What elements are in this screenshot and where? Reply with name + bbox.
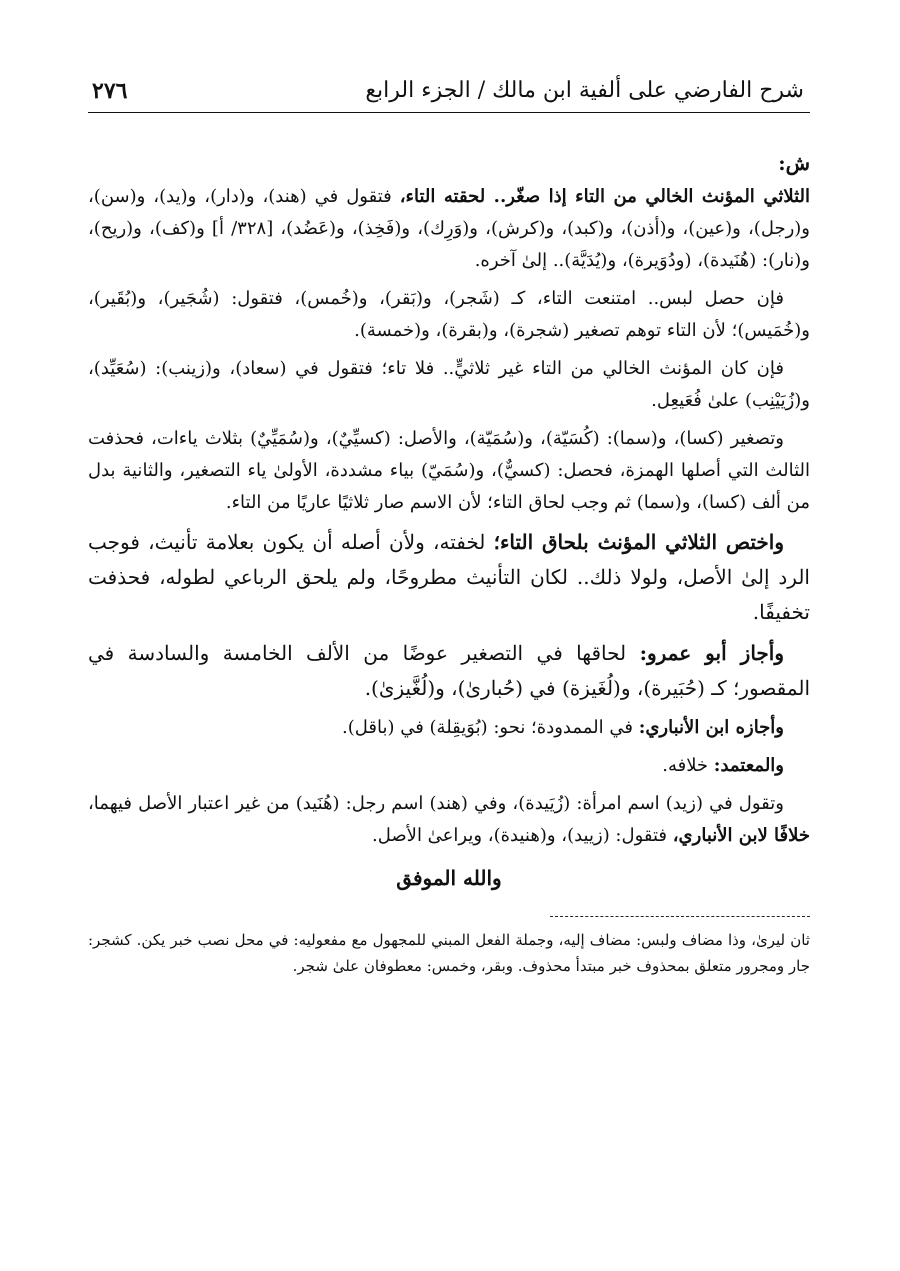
paragraph-1-heading: الثلاثي المؤنث الخالي من التاء إذا صغّر.. لحقته التاء، bbox=[399, 186, 810, 207]
commentary-marker: ش: bbox=[778, 151, 810, 175]
main-text bbox=[88, 113, 810, 894]
paragraph-9 bbox=[88, 788, 810, 852]
book-page bbox=[88, 70, 810, 979]
paragraph-2: فإن حصل لبس.. امتنعت التاء، كـ (شَجر)، و(بَقر)، و(خُمس)، فتقول: (شُجَير)، و(بُقَير)، و(خُمَيس)؛ لأن التاء توهم تصغير (شجرة)، و(بقرة)، و(خمسة). bbox=[88, 288, 810, 341]
paragraph-7-body: في الممدودة؛ نحو: (بُوَيقِلة) في (باقل). bbox=[341, 717, 639, 738]
header-title: شرح الفارضي على ألفية ابن مالك / الجزء الرابع bbox=[365, 78, 804, 103]
running-header bbox=[88, 70, 810, 113]
paragraph-9-bold: خلافًا لابن الأنباري، bbox=[672, 825, 810, 846]
paragraph-4: وتصغير (كسا)، و(سما): (كُسَيّة)، و(سُمَيّة)، والأصل: (كسيِّيٌ)، و(سُمَيِّيٌ) بثلاث ياءات، فحذفت الثالث التي أصلها الهمزة، فحصل: (كسيٌّ)، و(سُمَيّ) بياء مشددة، الأولىٰ ياء التصغير، والثانية بدل من ألف (كسا)، و(سما) ثم وجب لحاق التاء؛ لأن الاسم صار ثلاثيًا عاريًا من التاء. bbox=[88, 428, 810, 513]
paragraph-5-body: لخفته، ولأن أصله أن يكون بعلامة تأنيث، فوجب الرد إلىٰ الأصل، ولولا ذلك.. لكان التأنيث مطروحًا، ولم يلحق الرباعي لطوله، فحذفت تخفيفًا. bbox=[88, 530, 810, 624]
paragraph-8-body: خلافه. bbox=[662, 755, 714, 776]
footnote-separator bbox=[550, 916, 810, 917]
paragraph-9-part-b: فتقول: (زييد)، و(هنيدة)، ويراعىٰ الأصل. bbox=[372, 825, 673, 846]
page-number: ٢٧٦ bbox=[92, 78, 128, 104]
paragraph-6 bbox=[88, 636, 810, 706]
paragraph-1-body: فتقول في (هند)، و(دار)، و(يد)، و(سن)، و(رجل)، و(عين)، و(أذن)، و(كبد)، و(كرش)، و(وَرِك)، و(فَخِذ)، و(عَضُد)، [٣٢٨/ أ] و(كف)، و(ريح)، و(نار): (هُنَيدة)، (ودُوَيرة)، و(يُدَيَّة).. إلىٰ آخره. bbox=[88, 186, 810, 271]
paragraph-1 bbox=[88, 181, 810, 277]
paragraph-6-heading: وأجاز أبو عمرو: bbox=[639, 641, 784, 665]
paragraph-8-heading: والمعتمد: bbox=[713, 755, 784, 776]
paragraph-5 bbox=[88, 525, 810, 630]
paragraph-7 bbox=[88, 712, 810, 744]
paragraph-6-body: لحاقها في التصغير عوضًا من الألف الخامسة والسادسة في المقصور؛ كـ (حُبَيرة)، و(لُغَيزة) في (حُبارىٰ)، و(لُغَّيزىٰ). bbox=[88, 641, 810, 700]
footnote: ثان ليرىٰ، وذا مضاف ولبس: مضاف إليه، وجملة الفعل المبني للمجهول مع مفعوليه: في محل نصب خبر يكن. كشجر: جار ومجرور متعلق بمحذوف خبر مبتدأ محذوف. وبقر، وخمس: معطوفان علىٰ شجر. bbox=[88, 931, 810, 975]
closing-phrase: والله الموفق bbox=[396, 866, 502, 890]
paragraph-9-part-a: وتقول في (زيد) اسم امرأة: (زُيَيدة)، وفي (هند) اسم رجل: (هُنَيد) من غير اعتبار الأصل فيهما، bbox=[88, 793, 784, 814]
paragraph-5-heading: واختص الثلاثي المؤنث بلحاق التاء؛ bbox=[493, 530, 784, 554]
paragraph-3: فإن كان المؤنث الخالي من التاء غير ثلاثيٍّ.. فلا تاء؛ فتقول في (سعاد)، و(زينب): (سُعَيِّد)، و(زُيَيْنِب) علىٰ فُعَيعِل. bbox=[88, 358, 810, 411]
paragraph-8 bbox=[88, 750, 810, 782]
paragraph-7-heading: وأجازه ابن الأنباري: bbox=[638, 717, 784, 738]
